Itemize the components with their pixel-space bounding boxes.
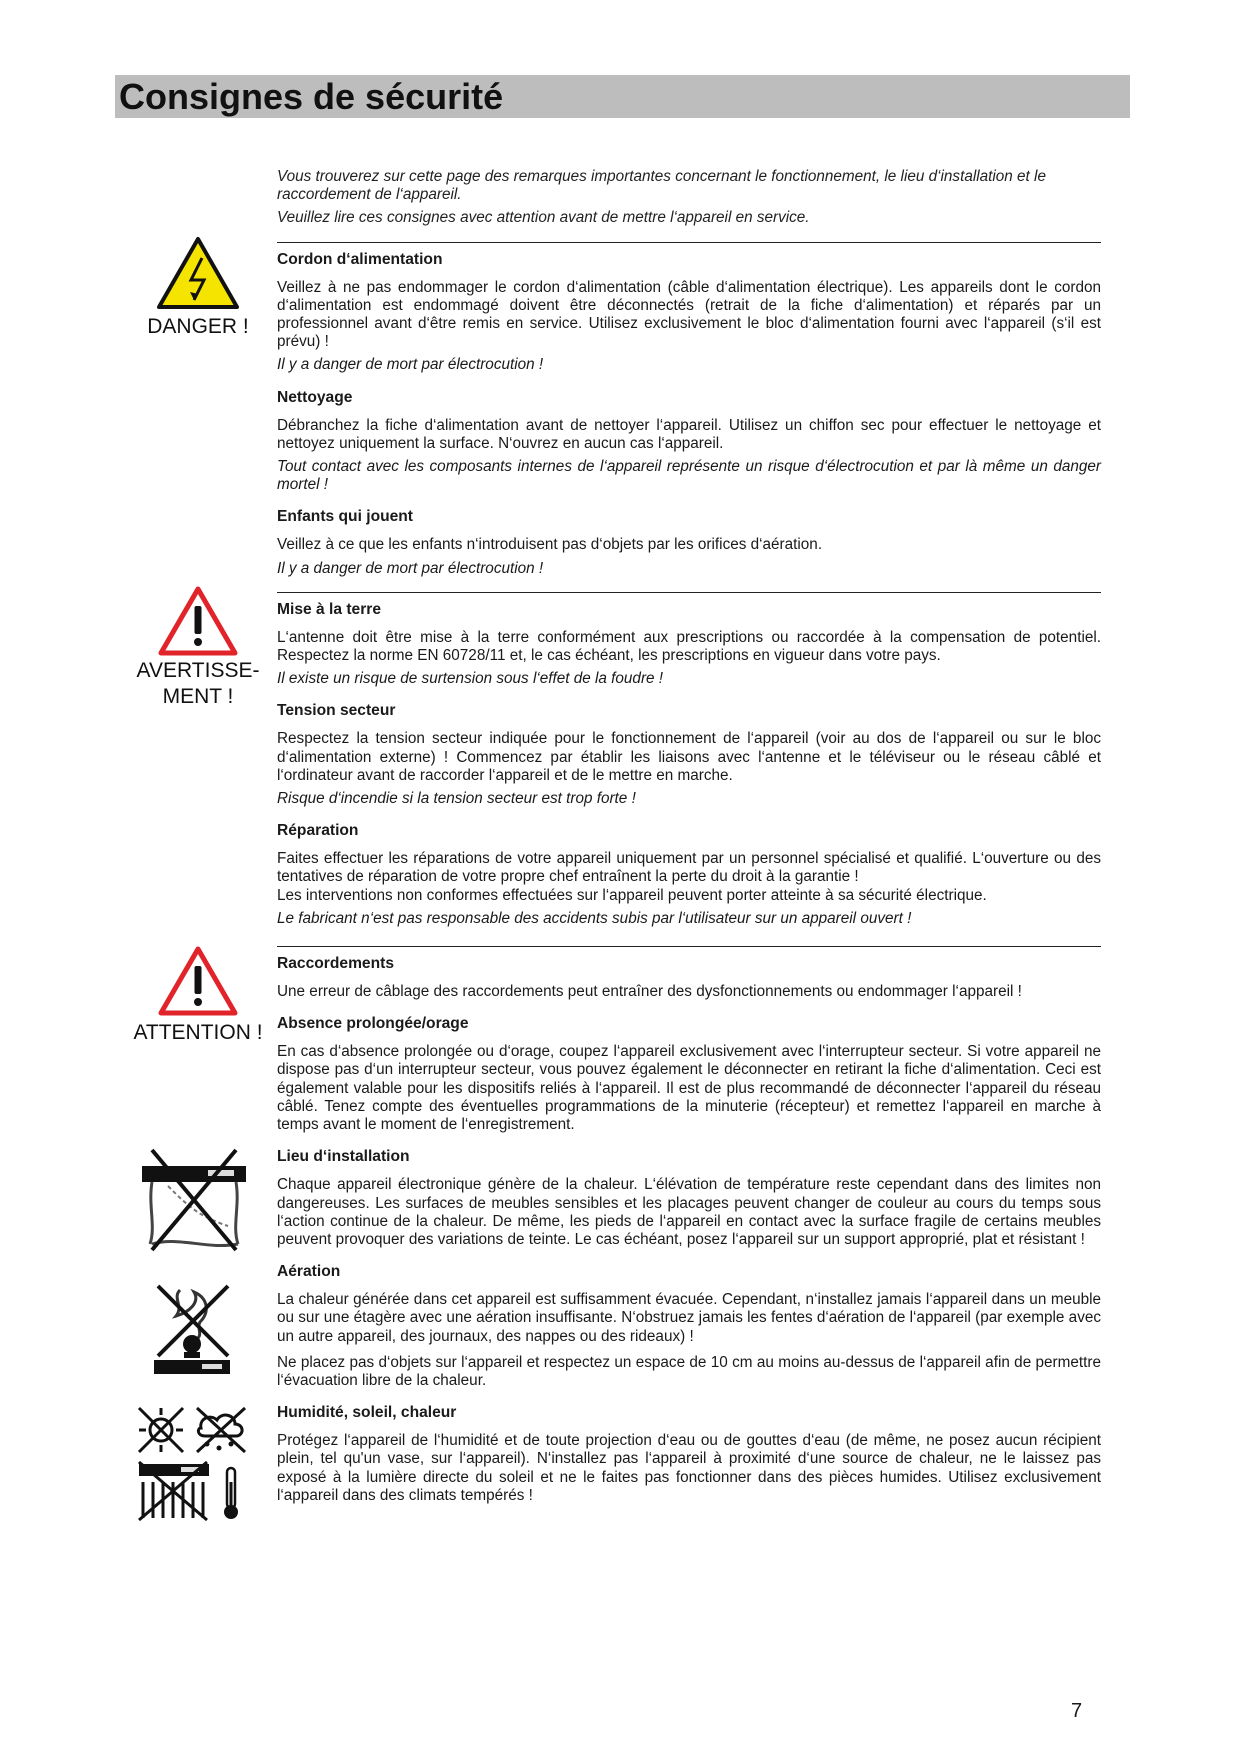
section-title: Absence prolongée/orage (277, 1015, 469, 1033)
section-text: Veillez à ce que les enfants n‘introduisent pas d‘objets par les orifices d‘aération. (277, 536, 823, 554)
attention-block (120, 946, 276, 1046)
section-terre (277, 601, 1101, 689)
section-title: Raccordements (277, 955, 394, 973)
section-text: Respectez la tension secteur indiquée pour le fonctionnement de l‘appareil (voir au dos de l‘appareil ou sur le bloc d‘alimentation externe) ! Commencez par établir les liaisons avec l‘antenne et le téléviseur ou le réseau câblé et l‘ordinateur avant de raccorder l‘appareil et de le mettre en marche. (277, 730, 1101, 784)
section-warning: Il existe un risque de surtension sous l‘effet de la foudre ! (277, 670, 664, 688)
section-humidite (277, 1404, 1101, 1505)
section-text-2: Les interventions non conformes effectuées sur l‘appareil peuvent porter atteinte à sa sécurité électrique. (277, 886, 987, 904)
section-warning: Risque d‘incendie si la tension secteur est trop forte ! (277, 790, 636, 808)
page-title: Consignes de sécurité (119, 76, 504, 117)
warning-block (120, 586, 276, 710)
section-enfants (277, 508, 1101, 577)
section-title: Cordon d‘alimentation (277, 250, 443, 268)
section-text: Une erreur de câblage des raccordements peut entraîner des dysfonctionnements ou endommager l‘appareil ! (277, 983, 1022, 1001)
section-reparation (277, 822, 1101, 928)
section-title: Enfants qui jouent (277, 508, 414, 526)
section-text: Chaque appareil électronique génère de la chaleur. L‘élévation de température reste cependant dans des limites non dangereuses. Les surfaces de meubles sensibles et les placages peuvent changer de couleur au cours du temps sous l‘action continue de la chaleur. De même, les pieds de l‘appareil en contact avec la surface fragile de certains meubles peuvent provoquer des variations de teinte. Le cas échéant, posez l‘appareil sur un support approprié, plat et résistant ! (277, 1176, 1101, 1248)
section-title: Réparation (277, 822, 359, 840)
avertissement-label-1: AVERTISSE- (136, 659, 260, 682)
divider (277, 946, 1101, 947)
exclamation-triangle-icon (158, 586, 238, 656)
intro-line-1: Vous trouverez sur cette page des remarques importantes concernant le fonctionnement, le lieu d‘installation et le raccordement de l‘appareil. (277, 168, 1046, 204)
section-lieu (277, 1148, 1101, 1249)
section-aeration (277, 1263, 1101, 1390)
danger-label: DANGER ! (147, 315, 249, 338)
section-title: Lieu d‘installation (277, 1148, 410, 1166)
section-warning: Le fabricant n‘est pas responsable des accidents subis par l‘utilisateur sur un appareil ouvert ! (277, 909, 912, 927)
section-text-2: Ne placez pas d‘objets sur l‘appareil et respectez un espace de 10 cm au moins au-dessus de l‘appareil afin de permettre l‘évacuation libre de la chaleur. (277, 1353, 1101, 1389)
section-text: L‘antenne doit être mise à la terre conformément aux prescriptions ou raccordée à la compensation de potentiel. Respectez la norme EN 60728/11 et, le cas échéant, les prescriptions en vigueur dans votre pays. (277, 628, 1101, 665)
no-object-on-device-icon (150, 1282, 234, 1378)
exclamation-triangle-icon (158, 946, 238, 1016)
section-warning: Il y a danger de mort par électrocution ! (277, 559, 544, 577)
section-text: La chaleur générée dans cet appareil est suffisamment évacuée. Cependant, n‘installez jamais l‘appareil dans un meuble ou sur une étagère avec une aération insuffisante. N‘obstruez jamais les fentes d‘aération de l‘appareil (par exemple avec un autre appareil, des journaux, des nappes ou des rideaux) ! (277, 1291, 1101, 1345)
section-warning: Il y a danger de mort par électrocution ! (277, 356, 544, 374)
section-title: Mise à la terre (277, 600, 382, 618)
avertissement-label-2: MENT ! (162, 685, 234, 708)
content-column (277, 168, 1101, 1505)
divider (277, 242, 1101, 243)
danger-block (128, 236, 268, 340)
section-cordon (277, 251, 1101, 375)
intro-line-2: Veuillez lire ces consignes avec attention avant de mettre l‘appareil en service. (277, 209, 810, 227)
section-text: Veillez à ne pas endommager le cordon d‘alimentation (câble d‘alimentation électrique). Les appareils dont le cordon d‘alimentation est endommagé doivent être déconnectés (retrait de la fiche d‘alimentation) et réparés par un professionnel avant d‘être remis en service. Utilisez exclusivement le bloc d‘alimentation fourni avec l‘appareil (s‘il est prévu) ! (277, 278, 1101, 351)
section-title: Humidité, soleil, chaleur (277, 1404, 457, 1422)
section-title: Nettoyage (277, 388, 353, 406)
section-nettoyage (277, 389, 1101, 495)
section-absence (277, 1015, 1101, 1134)
title-bar (115, 75, 1130, 118)
section-text: Faites effectuer les réparations de votre appareil uniquement par un personnel spécialisé et qualifié. L‘ouverture ou des tentatives de réparation de votre propre chef entraînent la perte du droit à la garantie ! (277, 850, 1101, 886)
section-title: Aération (277, 1263, 341, 1281)
high-voltage-icon (156, 236, 240, 310)
no-heat-surface-icon (138, 1146, 250, 1252)
section-text: Protégez l‘appareil de l‘humidité et de toute projection d‘eau ou de gouttes d‘eau (de même, ne posez aucun récipient plein, tel qu'un vase, sur l‘appareil). N‘installez pas l‘appareil à proximité d‘une source de chaleur, ne le laissez pas exposé à la lumière directe du soleil et ne le faites pas fonctionner dans des pièces humides. Utilisez exclusivement l‘appareil dans des climats tempérés ! (277, 1432, 1101, 1504)
no-sun-humidity-heat-icon (135, 1406, 253, 1522)
section-tension (277, 702, 1101, 808)
section-title: Tension secteur (277, 702, 396, 720)
section-raccordements (277, 955, 1101, 1001)
divider (277, 592, 1101, 593)
page-number: 7 (1071, 1700, 1083, 1722)
intro (277, 168, 1101, 228)
section-text: En cas d‘absence prolongée ou d‘orage, coupez l‘appareil exclusivement avec l‘interrupteur secteur. Si votre appareil ne dispose pas d‘un interrupteur secteur, vous pouvez également le déconnecter en retirant la fiche d‘alimentation. Ceci est également valable pour les dispositifs reliés à l‘appareil. Il est de plus recommandé de déconnecter l‘appareil du réseau câblé. Tenez compte des éventuelles programmations de la minuterie (récepteur) et remettez l‘appareil en marche à temps avant le moment de l‘enregistrement. (277, 1043, 1101, 1134)
section-text: Débranchez la fiche d‘alimentation avant de nettoyer l‘appareil. Utilisez un chiffon sec pour effectuer le nettoyage et nettoyez uniquement la surface. N‘ouvrez en aucun cas l‘appareil. (277, 416, 1101, 452)
section-warning: Tout contact avec les composants internes de l‘appareil représente un risque d‘électrocution et par là même un danger mortel ! (277, 458, 1101, 494)
attention-label: ATTENTION ! (133, 1021, 263, 1044)
